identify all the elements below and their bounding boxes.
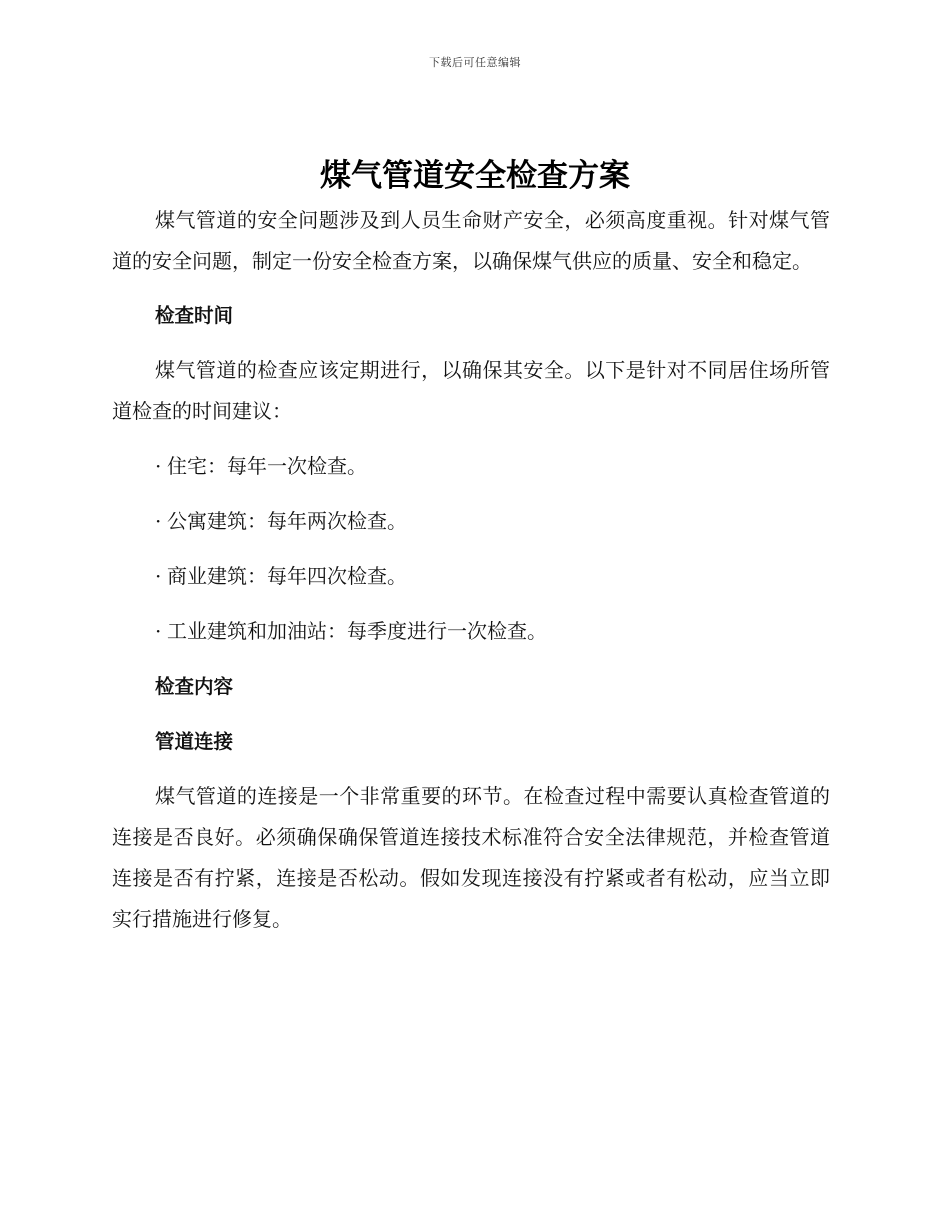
bullet-icon: · [155, 619, 162, 643]
bullet-icon: · [155, 454, 162, 478]
section-heading-pipe: 管道连接 [155, 730, 234, 753]
list-item-text: 商业建筑：每年四次检查。 [167, 564, 407, 588]
section-heading-content: 检查内容 [155, 675, 234, 698]
list-item-text: 住宅：每年一次检查。 [167, 454, 367, 478]
list-item [112, 556, 830, 597]
pipe-paragraph: 煤气管道的连接是一个非常重要的环节。在检查过程中需要认真检查管道的连接是否良好。必须确保确保管道连接技术标准符合安全法律规范，并检查管道连接是否有拧紧，连接是否松动。假如发现连接没有拧紧或者有松动，应当立即实行措施进行修复。 [112, 784, 830, 931]
list-item-text: 工业建筑和加油站：每季度进行一次检查。 [167, 619, 547, 643]
list-item-text: 公寓建筑：每年两次检查。 [167, 509, 407, 533]
list-item [112, 501, 830, 542]
intro-paragraph: 煤气管道的安全问题涉及到人员生命财产安全，必须高度重视。针对煤气管道的安全问题，制定一份安全检查方案，以确保煤气供应的质量、安全和稳定。 [112, 208, 830, 273]
section-heading-time: 检查时间 [155, 304, 234, 327]
time-paragraph: 煤气管道的检查应该定期进行，以确保其安全。以下是针对不同居住场所管道检查的时间建议： [112, 358, 830, 423]
page-header: 下载后可任意编辑 [429, 56, 521, 69]
document-body [112, 200, 830, 940]
list-item [112, 446, 830, 487]
bullet-icon: · [155, 564, 162, 588]
bullet-icon: · [155, 509, 162, 533]
list-item [112, 611, 830, 652]
document-title: 煤气管道安全检查方案 [320, 158, 630, 194]
